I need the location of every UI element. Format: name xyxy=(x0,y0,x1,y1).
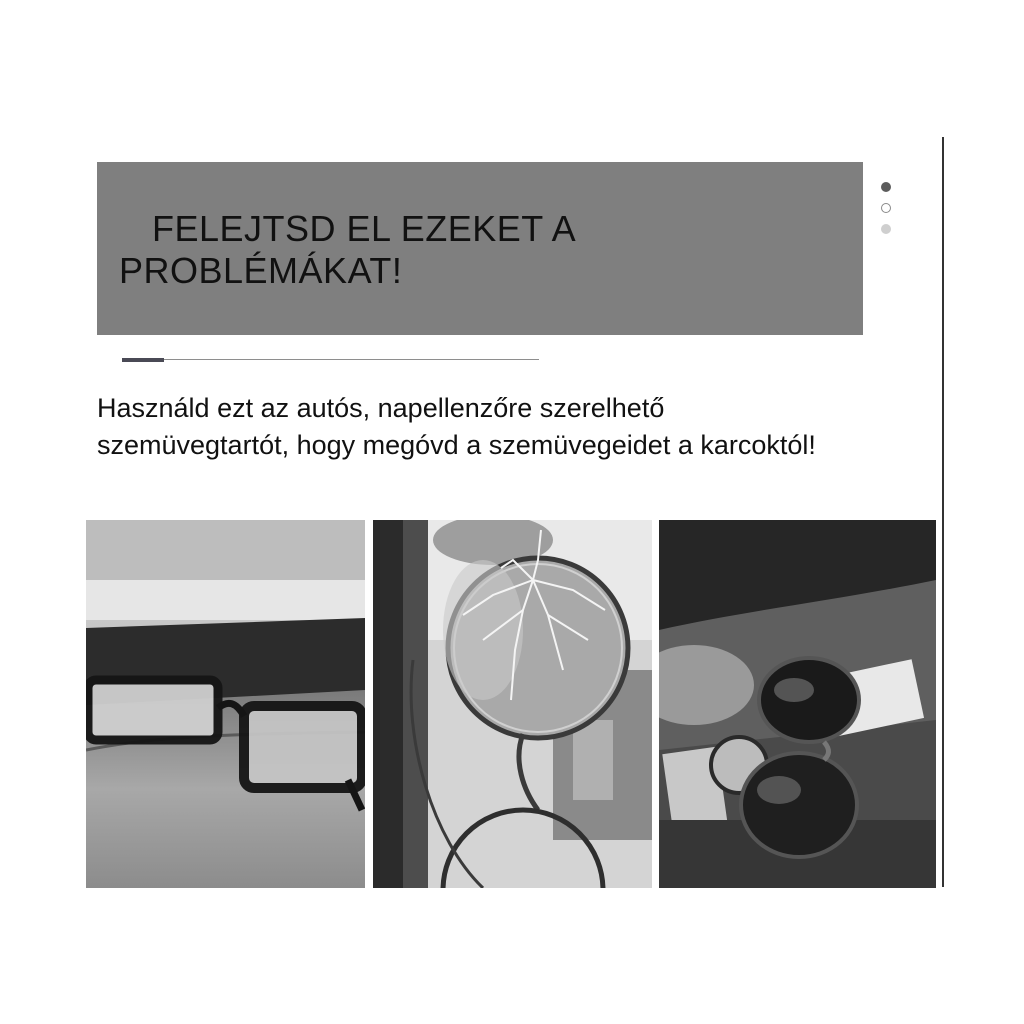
banner-title xyxy=(119,208,839,292)
pagination-dot-3[interactable] xyxy=(881,224,891,234)
photo-eyeglasses-dashboard xyxy=(86,520,365,888)
description-line-2: szemüvegtartót, hogy megóvd a szemüvegeidet a karcoktól! xyxy=(97,430,816,460)
description-line-1: Használd ezt az autós, napellenzőre szerelhető xyxy=(97,393,665,423)
pagination-dot-2[interactable] xyxy=(881,203,891,213)
pagination-dots xyxy=(880,182,894,245)
photo-cracked-glasses xyxy=(373,520,652,888)
description-text xyxy=(97,390,957,464)
eyeglasses-dashboard-image xyxy=(86,520,365,888)
photo-sunglasses-console xyxy=(659,520,936,888)
section-divider-accent xyxy=(122,358,164,362)
sunglasses-console-image xyxy=(659,520,936,888)
vertical-divider xyxy=(942,137,944,887)
title-banner xyxy=(97,162,863,335)
banner-title-line-2: PROBLÉMÁKAT! xyxy=(119,250,403,291)
banner-title-line-1: FELEJTSD EL EZEKET A xyxy=(152,208,577,249)
cracked-glasses-image xyxy=(373,520,652,888)
pagination-dot-1[interactable] xyxy=(881,182,891,192)
section-divider xyxy=(122,359,539,360)
